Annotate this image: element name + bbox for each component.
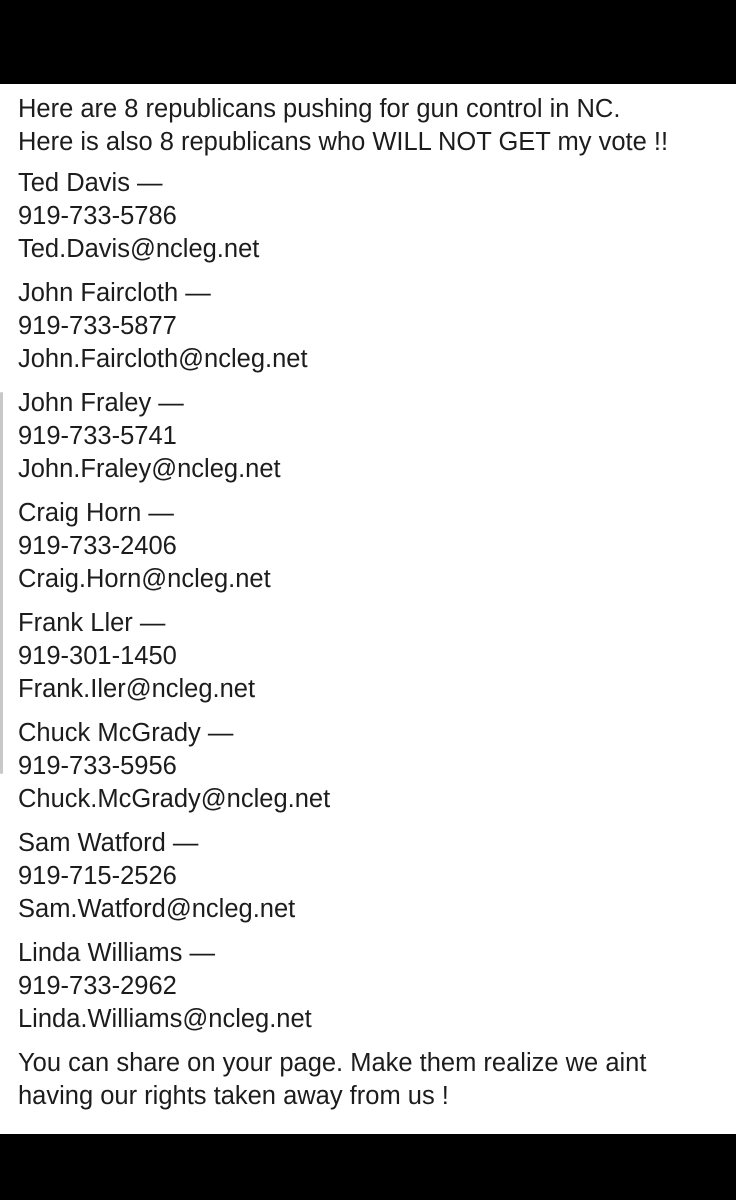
contact-email[interactable]: John.Faircloth@ncleg.net xyxy=(18,345,308,373)
intro-line-2: Here is also 8 republicans who WILL NOT GET my vote !! xyxy=(18,128,669,156)
top-black-bar xyxy=(0,0,736,84)
contact-email[interactable]: Craig.Horn@ncleg.net xyxy=(18,565,271,593)
post-outro xyxy=(18,1047,736,1113)
post-body xyxy=(0,84,736,1134)
contact-entry xyxy=(18,827,736,926)
outro-line-1: You can share on your page. Make them realize we aint xyxy=(18,1049,647,1077)
contact-entry xyxy=(18,607,736,706)
bottom-black-bar xyxy=(0,1134,736,1200)
contact-name: Ted Davis — xyxy=(18,169,163,197)
contact-entry xyxy=(18,497,736,596)
contact-name: Frank Ller — xyxy=(18,609,166,637)
contact-name: John Faircloth — xyxy=(18,279,211,307)
contact-email[interactable]: Chuck.McGrady@ncleg.net xyxy=(18,785,331,813)
contact-entry xyxy=(18,717,736,816)
post-intro xyxy=(18,93,736,159)
contact-entry xyxy=(18,387,736,486)
contact-email[interactable]: Frank.Iler@ncleg.net xyxy=(18,675,256,703)
contact-phone[interactable]: 919-733-5877 xyxy=(18,312,177,340)
contact-phone[interactable]: 919-733-2962 xyxy=(18,972,177,1000)
contact-entry xyxy=(18,937,736,1036)
contact-name: Linda Williams — xyxy=(18,939,215,967)
outro-line-2: having our rights taken away from us ! xyxy=(18,1082,449,1110)
intro-line-1: Here are 8 republicans pushing for gun control in NC. xyxy=(18,95,621,123)
contact-phone[interactable]: 919-733-2406 xyxy=(18,532,177,560)
contact-email[interactable]: Linda.Williams@ncleg.net xyxy=(18,1005,312,1033)
contact-phone[interactable]: 919-301-1450 xyxy=(18,642,177,670)
contact-phone[interactable]: 919-733-5741 xyxy=(18,422,177,450)
contact-email[interactable]: Sam.Watford@ncleg.net xyxy=(18,895,296,923)
contact-phone[interactable]: 919-715-2526 xyxy=(18,862,177,890)
contact-name: John Fraley — xyxy=(18,389,184,417)
contact-name: Chuck McGrady — xyxy=(18,719,234,747)
contact-entry xyxy=(18,167,736,266)
scroll-indicator[interactable] xyxy=(0,392,3,774)
contact-email[interactable]: Ted.Davis@ncleg.net xyxy=(18,235,260,263)
contact-phone[interactable]: 919-733-5956 xyxy=(18,752,177,780)
contact-phone[interactable]: 919-733-5786 xyxy=(18,202,177,230)
contact-email[interactable]: John.Fraley@ncleg.net xyxy=(18,455,281,483)
contact-name: Sam Watford — xyxy=(18,829,199,857)
contact-entry xyxy=(18,277,736,376)
contact-name: Craig Horn — xyxy=(18,499,174,527)
